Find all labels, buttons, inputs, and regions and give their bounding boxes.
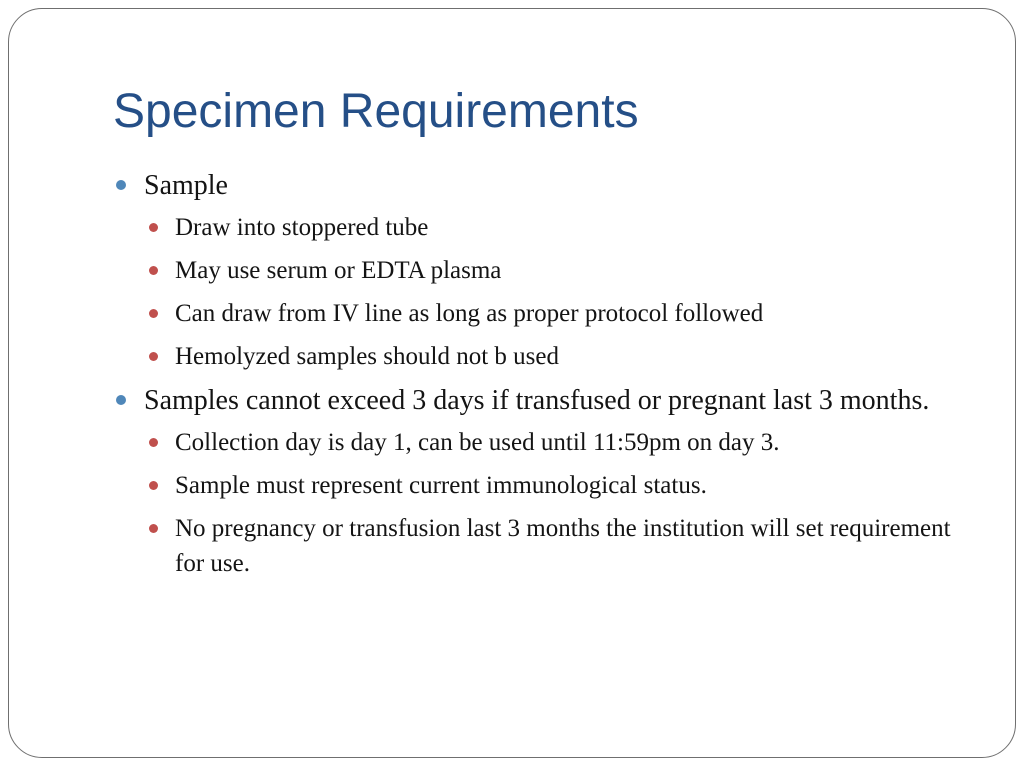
sub-bullet-item [144, 296, 973, 331]
sub-bullet-text: Hemolyzed samples should not b used [175, 343, 559, 370]
sub-bullet-item [144, 210, 973, 245]
bullet-text: Samples cannot exceed 3 days if transfused or pregnant last 3 months. [144, 385, 930, 416]
sub-bullet-dot [149, 481, 158, 490]
sub-bullet-dot [149, 352, 158, 361]
sub-bullet-text: Collection day is day 1, can be used until 11:59pm on day 3. [175, 429, 780, 456]
sub-bullet-text: Can draw from IV line as long as proper protocol followed [175, 300, 764, 327]
sub-bullet-text: Draw into stoppered tube [175, 214, 429, 241]
slide-title: Specimen Requirements [113, 85, 639, 138]
sub-bullet-dot [149, 223, 158, 232]
sub-bullet-dot [149, 309, 158, 318]
sub-bullet-text: May use serum or EDTA plasma [175, 257, 502, 284]
sub-bullet-dot [149, 524, 158, 533]
bullet-item-sample [113, 167, 973, 205]
sub-bullet-item [144, 468, 973, 503]
sub-bullet-dot [149, 266, 158, 275]
sub-bullet-text: Sample must represent current immunological status. [175, 472, 707, 499]
bullet-dot [116, 180, 126, 190]
sub-bullet-text: No pregnancy or transfusion last 3 months the institution will set requirement for use. [175, 515, 951, 577]
sub-bullet-dot [149, 438, 158, 447]
bullet-text: Sample [144, 170, 228, 201]
sub-bullet-item [144, 339, 973, 374]
bullet-dot [116, 395, 126, 405]
sub-bullet-item [144, 511, 973, 581]
bullet-list [113, 167, 973, 589]
sub-bullet-item [144, 425, 973, 460]
sub-bullet-list [144, 425, 973, 581]
bullet-item-sample-age [113, 382, 973, 420]
sub-bullet-item [144, 253, 973, 288]
sub-bullet-list [144, 210, 973, 374]
